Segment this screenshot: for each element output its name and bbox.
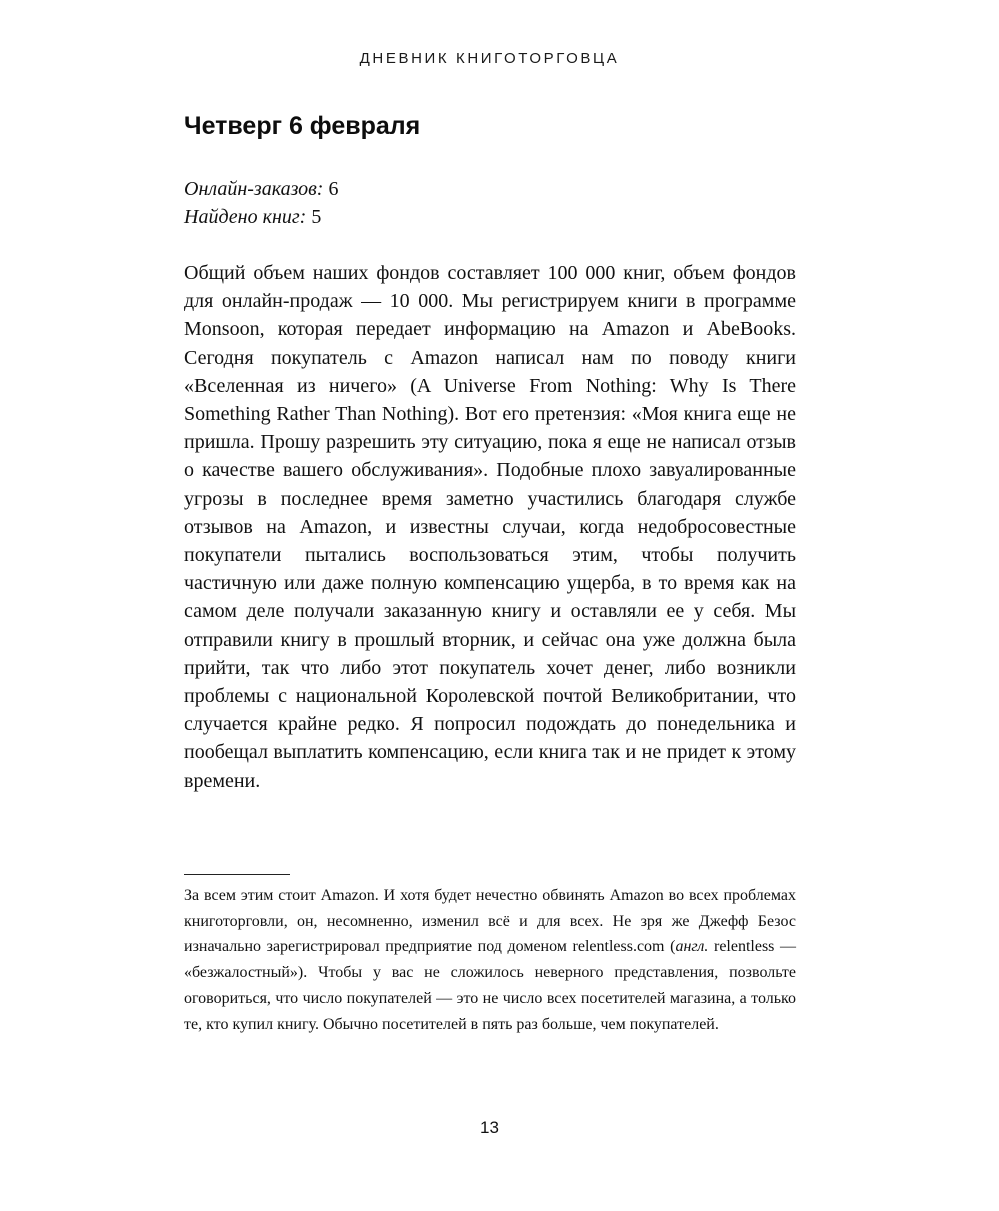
online-orders-line — [184, 175, 338, 203]
online-orders-label: Онлайн-заказов: — [184, 178, 324, 200]
books-found-label: Найдено книг: — [184, 206, 307, 228]
online-orders-value: 6 — [328, 178, 339, 200]
entry-title: Четверг 6 февраля — [184, 112, 421, 140]
page-number: 13 — [480, 1118, 499, 1137]
books-found-value: 5 — [311, 206, 322, 228]
footnote — [184, 883, 796, 1037]
running-head: ДНЕВНИК КНИГОТОРГОВЦА — [359, 50, 620, 67]
footnote-divider — [184, 874, 290, 875]
body-paragraph: Общий объем наших фондов составляет 100 000 книг, объем фондов для онлайн-продаж — 10 000. Мы регистрируем книги в программе Monsoon, которая передает информацию на Amazon и AbeBooks. Сегодня покупатель с Amazon написал нам по поводу книги «Вселенная из ничего» (A Universe From Nothing: Why Is There Something Rather Than Nothing). Вот его претензия: «Моя книга еще не пришла. Прошу разрешить эту ситуацию, пока я еще не написал отзыв о качестве вашего обслуживания». Подобные плохо завуалированные угрозы в последнее время заметно участились благодаря службе отзывов на Amazon, и известны случаи, когда недобросовестные покупатели пытались воспользоваться этим, чтобы получить частичную или даже полную компенсацию ущерба, в то время как на самом деле получали заказанную книгу и оставляли ее у себя. Мы отправили книгу в прошлый вторник, и сейчас она уже должна была прийти, так что либо этот покупатель хочет денег, либо возникли проблемы с национальной Королевской почтой Великобритании, что случается крайне редко. Я попросил подождать до понедельника и пообещал выплатить компенсацию, если книга так и не придет к этому времени. — [184, 262, 796, 792]
entry-stats — [184, 175, 338, 231]
footnote-text-after: relentless — «безжалостный»). Чтобы у вас не сложилось неверного представления, позвольте оговориться, что число покупателей — это не число всех посетителей магазина, а только те, кто купил книгу. Обычно посетителей в пять раз больше, чем покупателей. — [184, 938, 797, 1033]
books-found-line — [184, 203, 338, 231]
footnote-abbreviation: англ. — [675, 938, 709, 956]
footnote-text-before: За всем этим стоит Amazon. И хотя будет нечестно обвинять Amazon во всех проблемах книготорговли, он, несомненно, изменил всё и для всех. Не зря же Джефф Безос изначально зарегистрировал предприятие под доменом relentless.com ( — [184, 887, 796, 956]
